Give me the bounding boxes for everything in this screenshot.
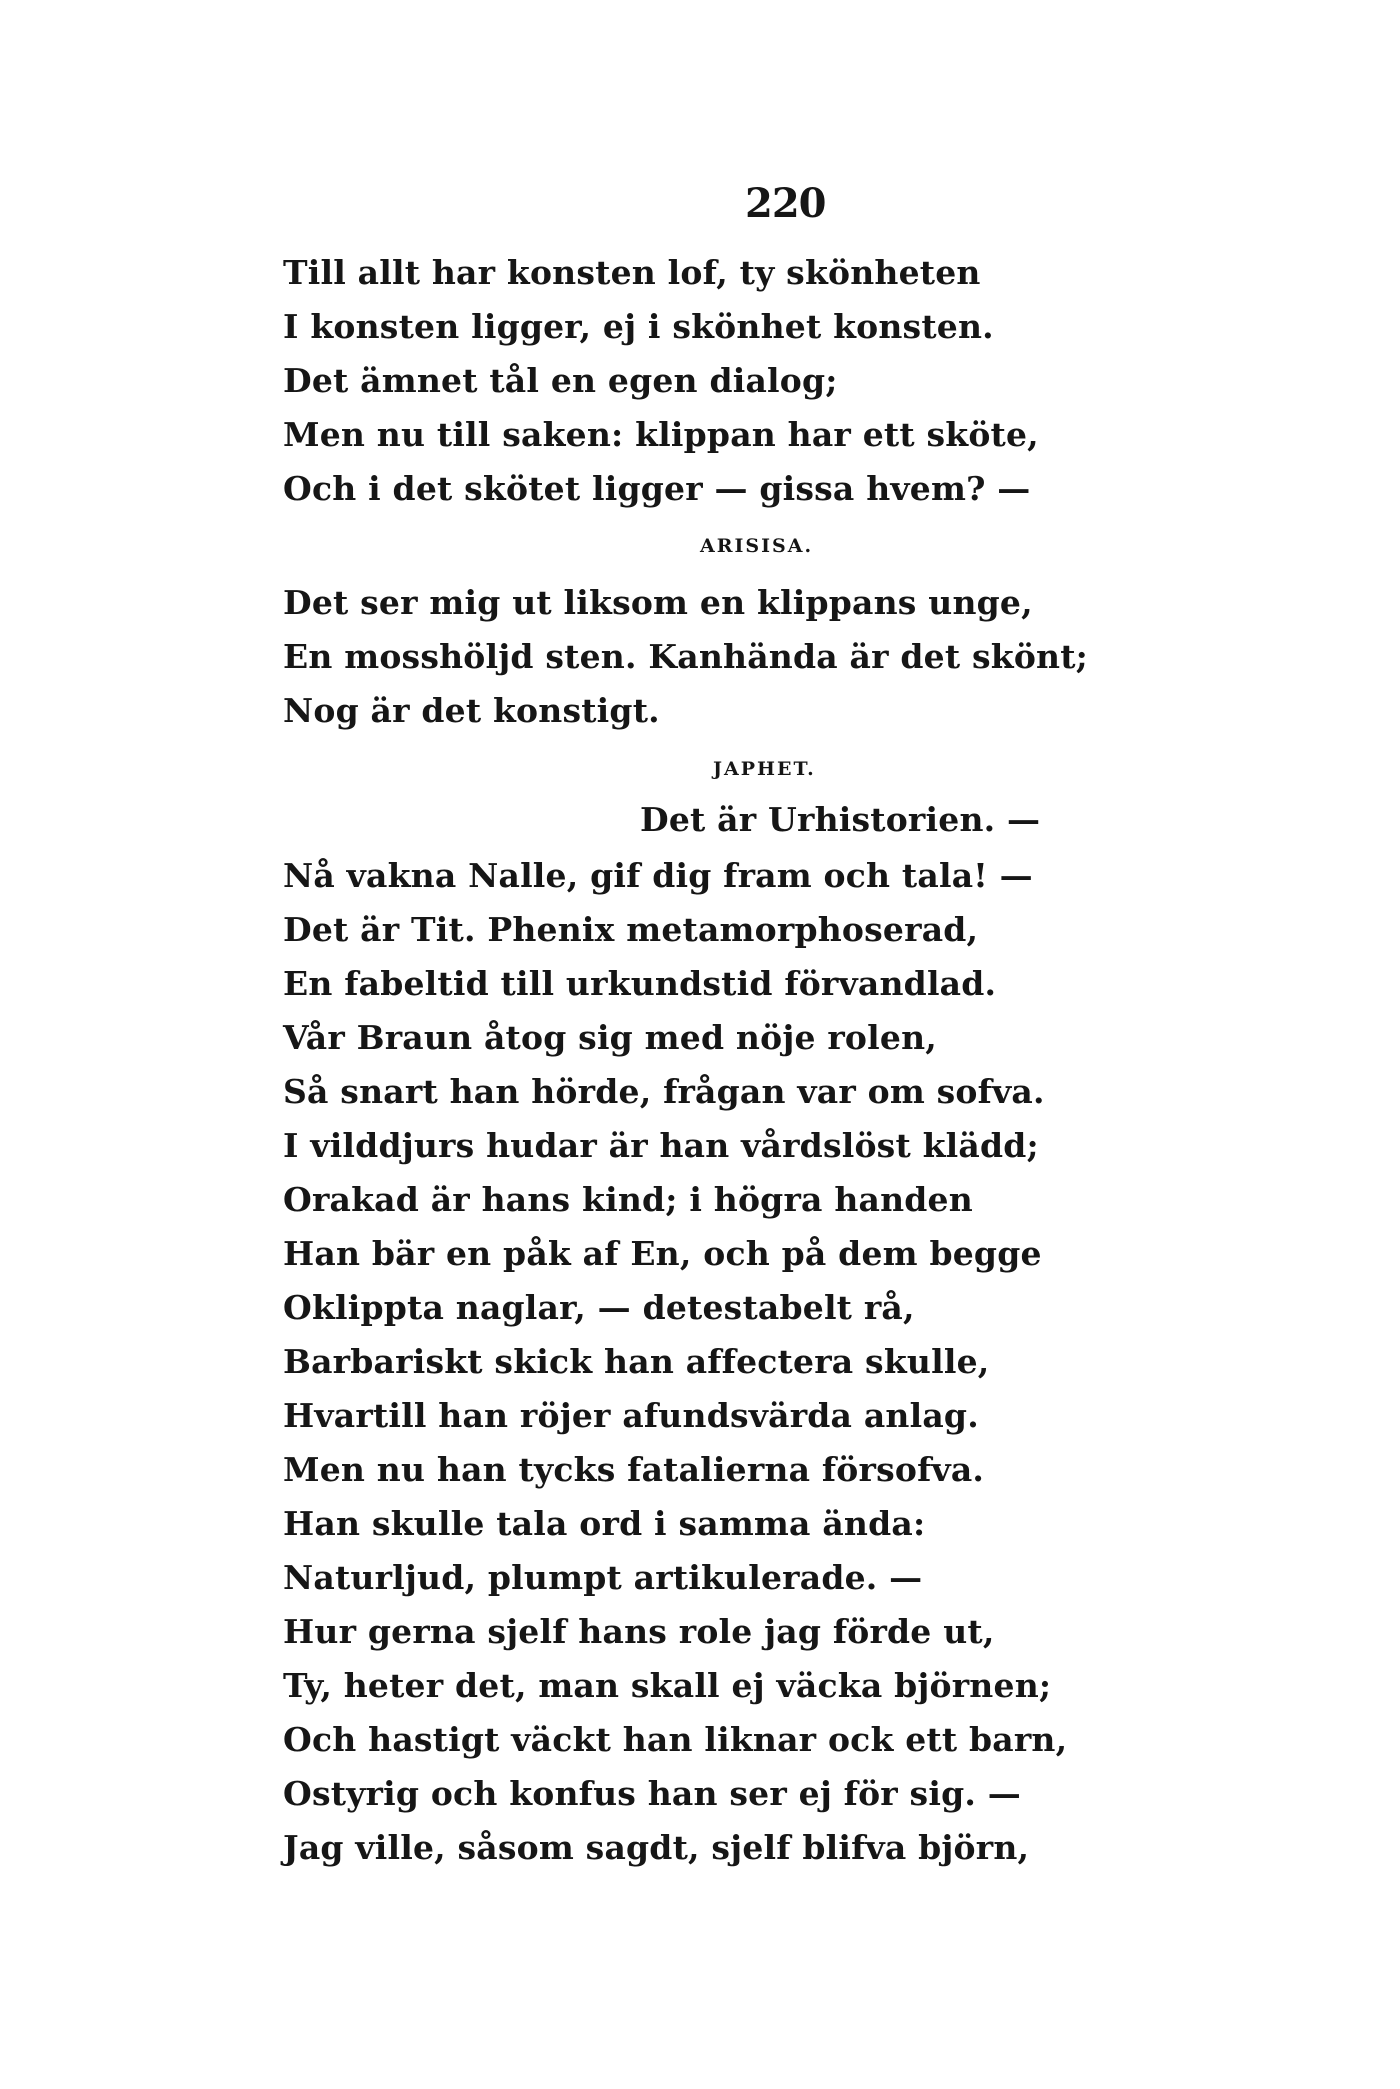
verse-line: Jag ville, såsom sagdt, sjelf blifva björn, — [283, 1828, 1030, 1867]
verse-line: Nog är det konstigt. — [283, 691, 660, 730]
verse-line: Till allt har konsten lof, ty skönheten — [283, 253, 981, 292]
verse-line: Ostyrig och konfus han ser ej för sig. — — [283, 1774, 1021, 1813]
verse-line: Och i det skötet ligger — gissa hvem? — — [283, 469, 1031, 508]
verse-line: En fabeltid till urkundstid förvandlad. — [283, 964, 997, 1003]
verse-line: Det är Urhistorien. — — [640, 800, 1041, 839]
verse-line: Han bär en påk af En, och på dem begge — [283, 1234, 1042, 1273]
verse-line: Nå vakna Nalle, gif dig fram och tala! — — [283, 856, 1033, 895]
verse-line: Han skulle tala ord i samma ända: — [283, 1504, 926, 1543]
page-number: 220 — [745, 180, 826, 227]
verse-line: Men nu till saken: klippan har ett sköte, — [283, 415, 1039, 454]
verse-line: Ty, heter det, man skall ej väcka björnen; — [283, 1666, 1052, 1705]
verse-line: Det är Tit. Phenix metamorphoserad, — [283, 910, 979, 949]
verse-line: Och hastigt väckt han liknar ock ett barn, — [283, 1720, 1068, 1759]
verse-line: Det ser mig ut liksom en klippans unge, — [283, 583, 1033, 622]
verse-line: Barbariskt skick han affectera skulle, — [283, 1342, 990, 1381]
speaker-name: JAPHET. — [713, 758, 816, 780]
speaker-name: ARISISA. — [700, 535, 814, 557]
verse-line: Det ämnet tål en egen dialog; — [283, 361, 838, 400]
verse-line: Orakad är hans kind; i högra handen — [283, 1180, 973, 1219]
verse-line: I vilddjurs hudar är han vårdslöst klädd; — [283, 1126, 1039, 1165]
verse-line: I konsten ligger, ej i skönhet konsten. — [283, 307, 994, 346]
verse-line: Naturljud, plumpt artikulerade. — — [283, 1558, 923, 1597]
verse-line: Hur gerna sjelf hans role jag förde ut, — [283, 1612, 995, 1651]
verse-line: Så snart han hörde, frågan var om sofva. — [283, 1072, 1045, 1111]
verse-line: Oklippta naglar, — detestabelt rå, — [283, 1288, 915, 1327]
verse-line: Hvartill han röjer afundsvärda anlag. — [283, 1396, 979, 1435]
verse-line: En mosshöljd sten. Kanhända är det skönt; — [283, 637, 1089, 676]
verse-line: Vår Braun åtog sig med nöje rolen, — [283, 1018, 937, 1057]
verse-line: Men nu han tycks fatalierna försofva. — [283, 1450, 985, 1489]
